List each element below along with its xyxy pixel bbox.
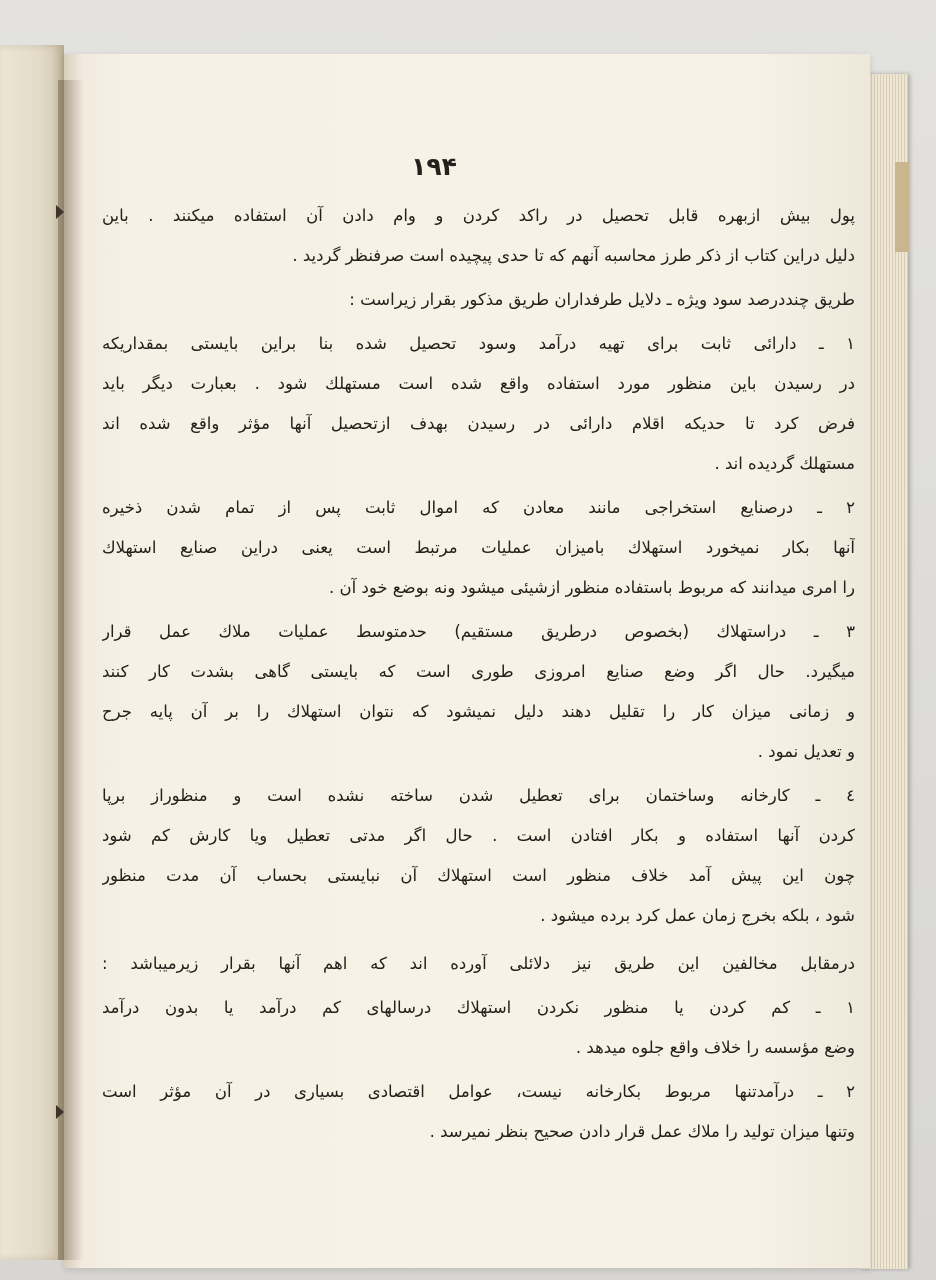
- text-line: وتنها میزان تولید را ملاك عمل قرار دادن صحیح بنظر نمیرسد .: [429, 1122, 855, 1141]
- text-line: آنها بکار نمیخورد استهلاك بامیزان عملیات مرتبط است یعنی دراین صنایع استهلاك: [102, 538, 855, 557]
- text-line: و تعدیل نمود .: [757, 742, 855, 761]
- text-line: ۱ ـ کم کردن یا منظور نکردن استهلاك درسالهای کم درآمد یا بدون درآمد: [102, 998, 855, 1017]
- text-line: ۲ ـ درآمدتنها مربوط بکارخانه نیست، عوامل اقتصادی بسیاری در آن مؤثر است: [102, 1082, 855, 1101]
- text-line: طریق چنددرصد سود ویژه ـ دلایل طرفداران طریق مذکور بقرار زیراست :: [349, 290, 855, 309]
- text-line: دلیل دراین کتاب از ذکر طرز محاسبه آنهم که تا حدی پیچیده است صرفنظر گردید .: [292, 246, 855, 265]
- page-body-text: [102, 196, 855, 1152]
- book-page: [64, 54, 870, 1268]
- text-line: کردن آنها استفاده و بکار افتادن است . حال اگر مدتی تعطیل ویا کارش کم شود: [102, 826, 855, 845]
- text-line: میگیرد. حال اگر وضع صنایع امروزی طوری است که بایستی گاهی بشدت کار کنند: [102, 662, 855, 681]
- text-line: پول بیش ازبهره قابل تحصیل در راکد کردن و وام دادن آن استفاده میکنند . باین: [102, 206, 855, 225]
- text-line: را امری میدانند که مربوط باستفاده منظور ازشیئی میشود ونه بوضع خود آن .: [329, 578, 855, 597]
- text-line: وضع مؤسسه را خلاف واقع جلوه میدهد .: [575, 1038, 855, 1057]
- text-line: مستهلك گردیده اند .: [714, 454, 855, 473]
- page-stack-tab: [895, 162, 909, 252]
- text-line: ۳ ـ دراستهلاك (بخصوص درطریق مستقیم) حدمتوسط عملیات ملاك عمل قرار: [102, 622, 855, 641]
- text-line: ۲ ـ درصنایع استخراجی مانند معادن که اموال ثابت پس از تمام شدن ذخیره: [102, 498, 855, 517]
- text-line: ۱ ـ دارائی ثابت برای تهیه درآمد وسود تحصیل شده بنا براین بایستی بمقداریکه: [102, 334, 855, 353]
- text-line: و زمانی میزان کار را تقلیل دهند دلیل نمیشود که نتوان استهلاك را بر آن پایه جرح: [102, 702, 855, 721]
- text-line: شود ، بلکه بخرج زمان عمل کرد برده میشود .: [540, 906, 855, 925]
- left-page-edge: [0, 45, 64, 1260]
- text-line: فرض کرد تا حدیکه اقلام دارائی در رسیدن بهدف ازتحصیل آنها مؤثر واقع شده اند: [102, 414, 855, 433]
- text-line: درمقابل مخالفین این طریق نیز دلائلی آورده اند که اهم آنها بقرار زیرمیباشد :: [102, 954, 855, 973]
- page-number: ۱۹۴: [411, 152, 457, 181]
- text-line: در رسیدن باین منظور مورد استفاده واقع شده است مستهلك شود . بعبارت دیگر باید: [102, 374, 855, 393]
- text-line: ٤ ـ کارخانه وساختمان برای تعطیل شدن ساخته نشده است و منظوراز برپا: [102, 786, 855, 805]
- text-line: چون این پیش آمد خلاف منظور است استهلاك آن نبایستی بحساب آن مدت منظور: [102, 866, 855, 885]
- spine-shadow: [58, 80, 84, 1260]
